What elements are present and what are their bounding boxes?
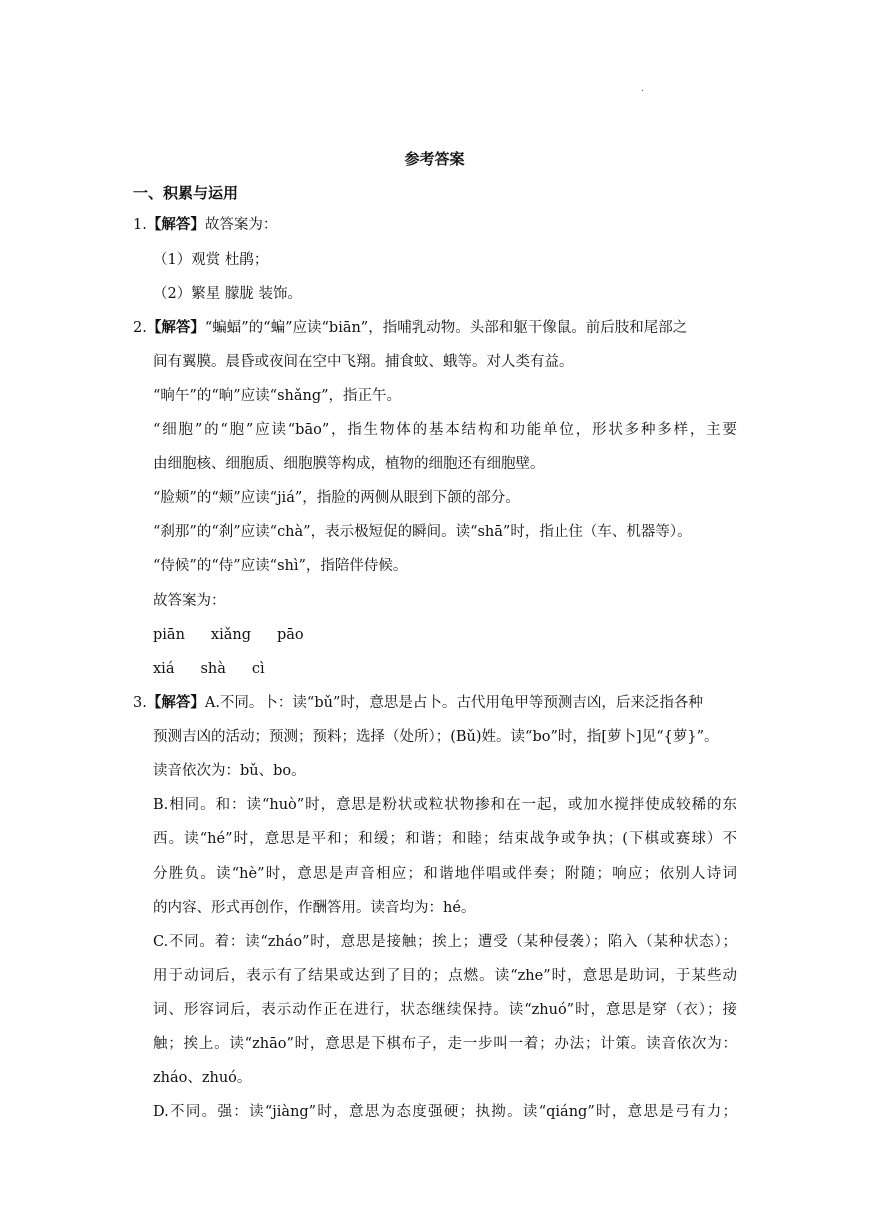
q1-intro: 故答案为： [204, 217, 278, 233]
q2-pinyin-row-2 [153, 659, 291, 679]
q3-text-8: C.不同。着：读“zháo”时，意思是接触；挨上；遭受（某种侵袭）；陷入（某种状态）； [153, 934, 737, 950]
q2-text-9: 故答案为： [153, 593, 226, 609]
q1-number: 1. [133, 217, 147, 233]
q3-text-9: 用于动词后，表示有了结果或达到了目的；点燃。读“zhe”时，意思是助词，于某些动 [153, 968, 737, 984]
pinyin-answer: xiǎng [210, 627, 251, 643]
page-title: 参考答案 [404, 150, 465, 168]
q3-text-7: 的内容、形式再创作，作酬答用。读音均为：hé。 [153, 900, 476, 916]
q3-text-5: 西。读“hé”时，意思是平和；和缓；和谐；和睦；结束战争或争执；(下棋或赛球）不 [153, 831, 737, 847]
q3-text-4: B.相同。和：读“huò”时，意思是粉状或粒状物掺和在一起，或加水搅拌使成较稀的东 [153, 797, 737, 813]
q3-text-2: 预测吉凶的活动；预测；预料；选择（处所）；(Bǔ)姓。读“bo”时，指[萝卜]见“{萝}”。 [153, 729, 719, 745]
q3-line-1 [133, 693, 703, 713]
q2-answer-tag: 【解答】 [146, 320, 205, 336]
q3-text-1: A.不同。卜：读“bǔ”时，意思是占卜。古代用龟甲等预测吉凶，后来泛指各种 [204, 695, 703, 711]
q2-text-7: “刹那”的“刹”应读“chà”，表示极短促的瞬间。读“shā”时，指止住（车、机器等）。 [153, 524, 692, 540]
q1-answer-tag: 【解答】 [146, 217, 205, 233]
q2-text-2: 间有翼膜。晨昏或夜间在空中飞翔。捕食蚊、蛾等。对人类有益。 [153, 354, 574, 370]
pinyin-answer: xiá [153, 661, 175, 677]
q2-line-1 [133, 318, 687, 338]
q3-text-11: 触；挨上。读“zhāo”时，意思是下棋布子，走一步叫一着；办法；计策。读音依次为： [153, 1036, 737, 1052]
q1-answer-2: （2）繁星 朦胧 装饰。 [153, 286, 302, 302]
q2-pinyin-row-1 [153, 625, 330, 645]
q2-text-5: 由细胞核、细胞质、细胞膜等构成，植物的细胞还有细胞壁。 [153, 456, 545, 472]
q3-answer-tag: 【解答】 [146, 695, 205, 711]
q3-text-6: 分胜负。读“hè”时，意思是声音相应；和谐地伴唱或伴奏；附随；响应；依别人诗词 [153, 866, 737, 882]
q2-text-8: “侍候”的“侍”应读“shì”，指陪伴侍候。 [153, 558, 408, 574]
q3-text-10: 词、形容词后，表示动作正在进行，状态继续保持。读“zhuó”时，意思是穿（衣）；接 [153, 1002, 737, 1018]
q2-text-1: “蝙蝠”的“蝙”应读“biān”，指哺乳动物。头部和躯干像鼠。前后肢和尾部之 [204, 320, 688, 336]
header-mark: . [641, 84, 644, 94]
q3-number: 3. [133, 695, 147, 711]
q3-text-13: D.不同。强：读“jiàng”时，意思为态度强硬；执拗。读“qiáng”时，意思是弓有力； [153, 1104, 737, 1120]
q1-line [133, 215, 277, 235]
pinyin-answer: piān [153, 627, 185, 643]
q2-number: 2. [133, 320, 147, 336]
q2-text-4: “细胞”的“胞”应读“bāo”，指生物体的基本结构和功能单位，形状多种多样，主要 [153, 422, 737, 438]
q2-text-6: “脸颊”的“颊”应读“jiá”，指脸的两侧从眼到下颌的部分。 [153, 490, 520, 506]
q1-answer-1: （1）观赏 杜鹃； [153, 252, 269, 268]
pinyin-answer: shà [200, 661, 226, 677]
pinyin-answer: pāo [277, 627, 304, 643]
q3-text-3: 读音依次为：bǔ、bo。 [153, 763, 306, 779]
q2-text-3: “晌午”的“晌”应读“shǎng”，指正午。 [153, 388, 402, 404]
q3-text-12: zháo、zhuó。 [153, 1070, 252, 1086]
section-heading: 一、积累与运用 [133, 184, 239, 202]
pinyin-answer: cì [251, 661, 265, 677]
